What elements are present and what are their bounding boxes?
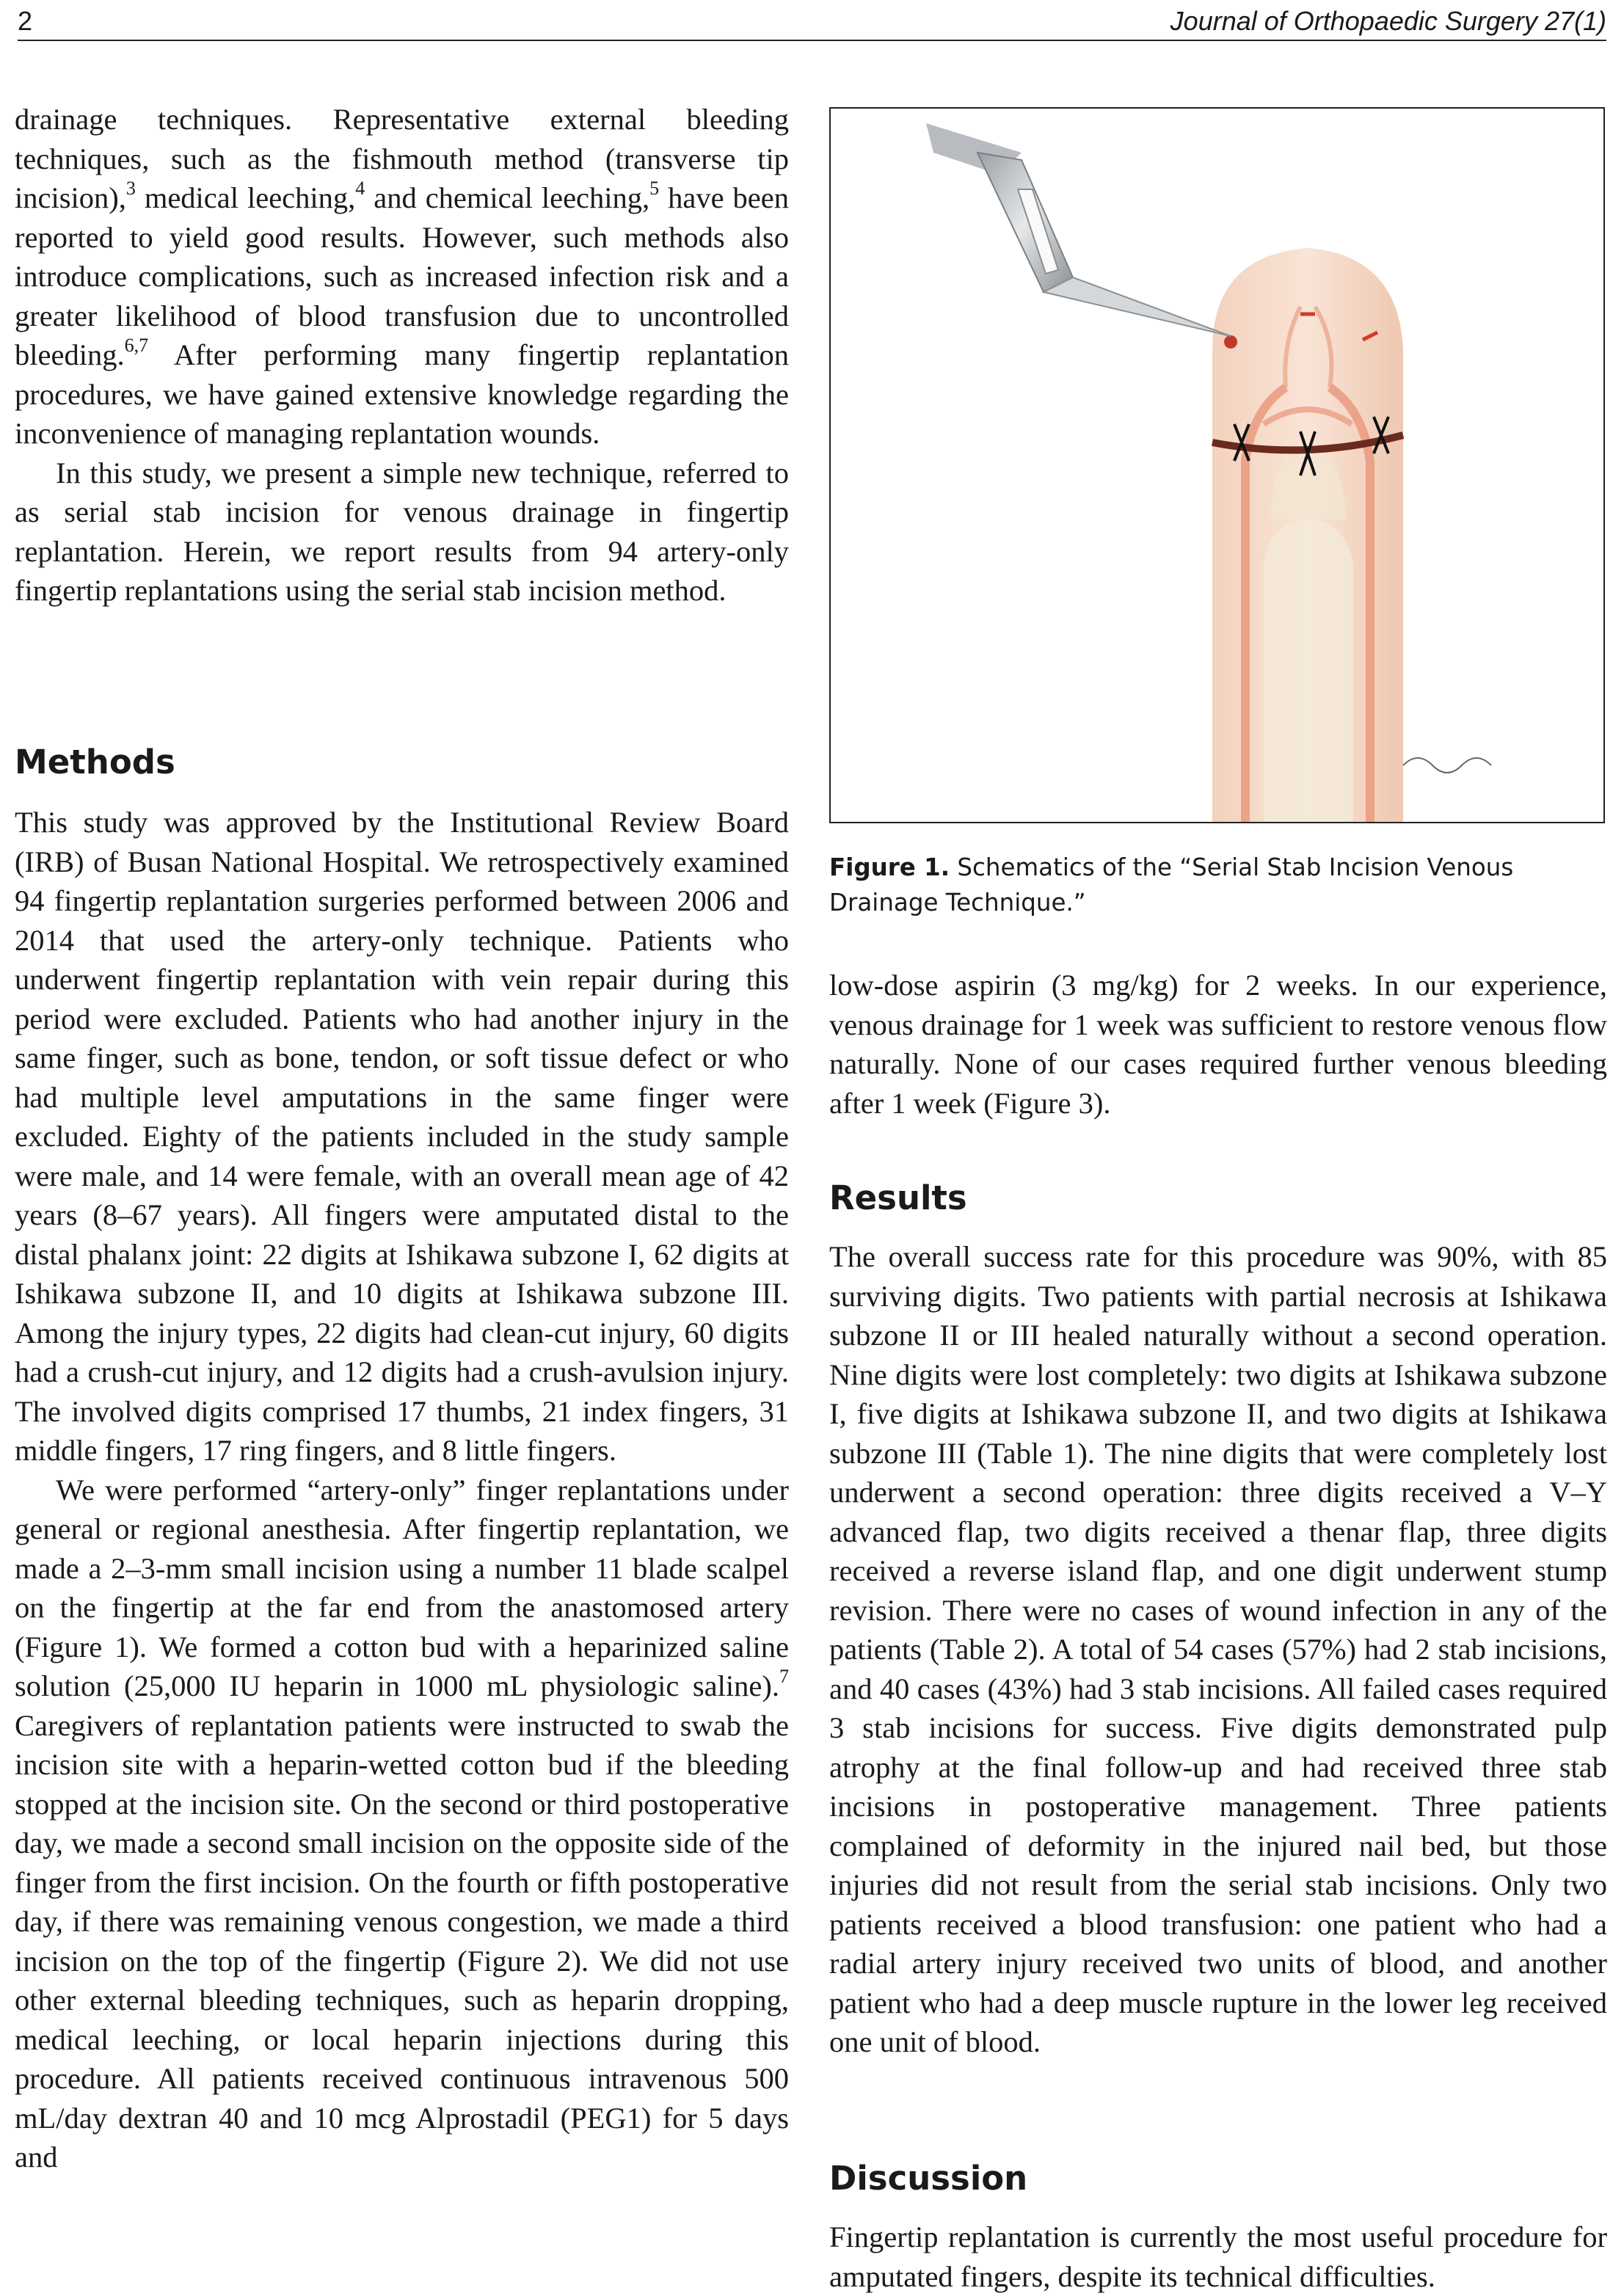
figure-1-caption: Figure 1. Schematics of the “Serial Stab Incision Venous Drainage Technique.” [829,853,1514,916]
discussion-paragraph: Fingertip replantation is currently the most useful procedure for amputated fingers, despite its technical difficulties. [829,2220,1607,2293]
citation: 7 [779,1665,789,1687]
running-header [18,6,1606,41]
results-paragraph: The overall success rate for this procedure was 90%, with 85 surviving digits. Two patients with partial necrosis at Ishikawa subzone II or III healed naturally without a second operation. Nine digits were lost completely: two digits at Ishikawa subzone I, five digits at Ishikawa subzone II, and two digits at Ishikawa subzone III (Table 1). The nine digits that were completely lost underwent a second operation: three digits received a V–Y advanced flap, two digits received a thenar flap, three digits received a reverse island flap, and one digit underwent stump revision. There were no cases of wound infection in any of the patients (Table 2). A total of 54 cases (57%) had 2 stab incisions, and 40 cases (43%) had 3 stab incisions. All failed cases required 3 stab incisions for success. Five digits demonstrated pulp atrophy at the final follow-up and had received three stab incisions in postoperative management. Three patients complained of deformity in the injured nail bed, but those injuries did not result from the serial stab incisions. Only two patients received a blood transfusion: one patient who had a radial artery injury received two units of blood, and another patient who had a deep muscle rupture in the lower leg received one unit of blood. [829,1240,1607,2058]
methods-paragraph-1: This study was approved by the Institutional Review Board (IRB) of Busan National Hospital. We retrospectively examined 94 fingertip replantation surgeries performed between 2006 and 2014 that used the artery-only technique. Patients who underwent fingertip replantation with vein repair during this period were excluded. Patients who had another injury in the same finger, such as bone, tendon, or soft tissue defect or who had multiple level amputations in the same finger were excluded. Eighty of the patients included in the study sample were male, and 14 were female, with an overall mean age of 42 years (8–67 years). All fingers were amputated distal to the distal phalanx joint: 22 digits at Ishikawa subzone I, 62 digits at Ishikawa subzone II, and 10 digits at Ishikawa subzone III. Among the injury types, 22 digits had clean-cut injury, 60 digits had a crush-cut injury, and 12 digits had a crush-avulsion injury. The involved digits comprised 17 thumbs, 21 index fingers, 31 middle fingers, 17 ring fingers, and 8 little fingers. [15,806,789,1467]
continuation-paragraph: low-dose aspirin (3 mg/kg) for 2 weeks. In our experience, venous drainage for 1 week was sufficient to restore venous flow naturally. None of our cases required further venous bleeding after 1 week (Figure 3). [829,969,1607,1120]
results-section [829,1237,1607,2062]
journal-title: Journal of Orthopaedic Surgery 27(1) [1170,6,1606,36]
figure-label: Figure 1. [829,853,950,881]
methods-heading: Methods [15,743,175,781]
discussion-heading: Discussion [829,2159,1028,2198]
citation: 5 [649,177,660,199]
page-number: 2 [18,6,33,36]
figure-1-frame [829,107,1605,823]
illustrator-signature [1403,758,1491,773]
citation: 6,7 [124,334,149,356]
intro-paragraph-1: drainage techniques. Representative external bleeding techniques, such as the fishmouth method (transverse tip incision),$^3$ medical leeching,$^4$ and chemical leeching,$^5$ have been reported to yield good results. However, such methods also introduce complications, such as increased infection risk and a greater likelihood of blood transfusion due to uncontrolled bleeding.$^{6,7}$ After performing many fingertip replantation procedures, we have gained extensive knowledge regarding the inconvenience of managing replantation wounds. [15,103,789,450]
methods-continuation [829,966,1607,1123]
citation: 4 [355,177,365,199]
intro-section [15,100,789,611]
fingertip-schematic-illustration [831,109,1603,822]
discussion-section [829,2217,1607,2296]
citation: 3 [125,177,136,199]
intro-paragraph-2: In this study, we present a simple new technique, referred to as serial stab incision for venous drainage in fingertip replantation. Herein, we report results from 94 artery-only fingertip replantations using the serial stab incision method. [15,456,789,607]
methods-paragraph-2: We were performed “artery-only” finger replantations under general or regional anesthesia. After fingertip replantation, we made a 2–3-mm small incision using a number 11 blade scalpel on the fingertip at the far end from the anastomosed artery (Figure 1). We formed a cotton bud with a heparinized saline solution (25,000 IU heparin in 1000 mL physiologic saline).$^7$ Caregivers of replantation patients were instructed to swab the incision site with a heparin-wetted cotton bud if the bleeding stopped at the incision site. On the second or third postoperative day, we made a second small incision on the opposite side of the finger from the first incision. On the fourth or fifth postoperative day, if there was remaining venous congestion, we made a third incision on the top of the fingertip (Figure 2). We did not use other external bleeding techniques, such as heparin dropping, medical leeching, or local heparin injections during this procedure. All patients received continuous intravenous 500 mL/day dextran 40 and 10 mcg Alprostadil (PEG1) for 5 days and [15,1473,789,2173]
methods-section [15,803,789,2177]
results-heading: Results [829,1178,967,1217]
